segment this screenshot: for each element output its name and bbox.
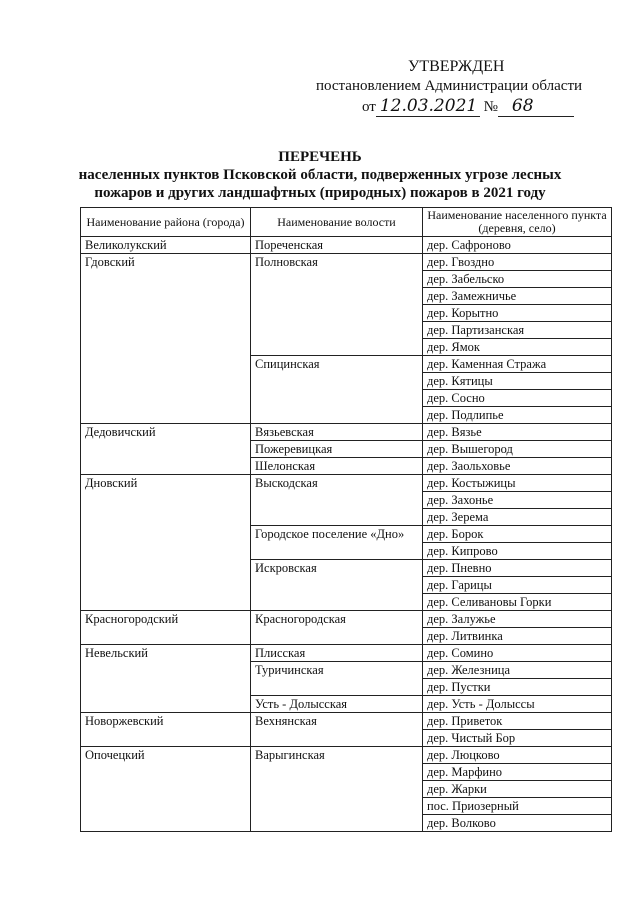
table-row xyxy=(81,407,612,424)
cell-volost: Варыгинская xyxy=(251,747,423,764)
cell-settlement: дер. Марфино xyxy=(423,764,612,781)
cell-settlement: дер. Ямок xyxy=(423,339,612,356)
cell-settlement: дер. Приветок xyxy=(423,713,612,730)
table-row xyxy=(81,390,612,407)
cell-volost xyxy=(251,390,423,407)
cell-district: Гдовский xyxy=(81,254,251,271)
cell-volost: Туричинская xyxy=(251,662,423,679)
cell-volost xyxy=(251,339,423,356)
cell-volost: Искровская xyxy=(251,560,423,577)
approval-date: 12.03.2021 xyxy=(376,96,480,117)
cell-district xyxy=(81,509,251,526)
approval-heading: УТВЕРЖДЕН xyxy=(408,58,505,75)
cell-district xyxy=(81,560,251,577)
table-row xyxy=(81,543,612,560)
table-row xyxy=(81,730,612,747)
cell-volost xyxy=(251,305,423,322)
cell-volost xyxy=(251,509,423,526)
cell-district xyxy=(81,730,251,747)
cell-volost xyxy=(251,628,423,645)
cell-settlement: дер. Пневно xyxy=(423,560,612,577)
cell-volost: Пожеревицкая xyxy=(251,441,423,458)
cell-volost: Вязьевская xyxy=(251,424,423,441)
cell-district xyxy=(81,764,251,781)
cell-volost xyxy=(251,594,423,611)
table-row xyxy=(81,526,612,543)
table-row xyxy=(81,441,612,458)
table-row xyxy=(81,781,612,798)
cell-settlement: дер. Подлипье xyxy=(423,407,612,424)
approval-resolution: постановлением Администрации области xyxy=(316,78,583,94)
cell-settlement: дер. Волково xyxy=(423,815,612,832)
table-row xyxy=(81,560,612,577)
cell-settlement: дер. Селивановы Горки xyxy=(423,594,612,611)
table-row xyxy=(81,339,612,356)
table-row xyxy=(81,679,612,696)
header-volost: Наименование волости xyxy=(251,208,423,237)
cell-settlement: дер. Корытно xyxy=(423,305,612,322)
table-row xyxy=(81,594,612,611)
cell-district: Невельский xyxy=(81,645,251,662)
cell-volost xyxy=(251,288,423,305)
cell-district: Великолукский xyxy=(81,237,251,254)
table-row xyxy=(81,696,612,713)
table-row xyxy=(81,815,612,832)
cell-district: Красногородский xyxy=(81,611,251,628)
cell-district xyxy=(81,458,251,475)
cell-district xyxy=(81,441,251,458)
cell-volost xyxy=(251,373,423,390)
table-row xyxy=(81,254,612,271)
cell-volost xyxy=(251,815,423,832)
cell-settlement: дер. Чистый Бор xyxy=(423,730,612,747)
cell-settlement: пос. Приозерный xyxy=(423,798,612,815)
cell-volost: Красногородская xyxy=(251,611,423,628)
cell-district xyxy=(81,594,251,611)
cell-volost xyxy=(251,730,423,747)
table-row xyxy=(81,628,612,645)
cell-settlement: дер. Забельско xyxy=(423,271,612,288)
cell-district: Опочецкий xyxy=(81,747,251,764)
cell-volost: Пореченская xyxy=(251,237,423,254)
cell-district: Дедовичский xyxy=(81,424,251,441)
cell-settlement: дер. Зерема xyxy=(423,509,612,526)
cell-settlement: дер. Кипрово xyxy=(423,543,612,560)
cell-volost xyxy=(251,492,423,509)
cell-settlement: дер. Пустки xyxy=(423,679,612,696)
cell-settlement: дер. Вышегород xyxy=(423,441,612,458)
cell-volost: Городское поселение «Дно» xyxy=(251,526,423,543)
header-district: Наименование района (города) xyxy=(81,208,251,237)
cell-district: Новоржевский xyxy=(81,713,251,730)
cell-district xyxy=(81,322,251,339)
table-row xyxy=(81,373,612,390)
cell-volost xyxy=(251,798,423,815)
cell-volost: Шелонская xyxy=(251,458,423,475)
cell-settlement: дер. Захонье xyxy=(423,492,612,509)
cell-volost xyxy=(251,679,423,696)
cell-settlement: дер. Сомино xyxy=(423,645,612,662)
cell-district xyxy=(81,662,251,679)
table-header-row xyxy=(81,208,612,237)
cell-district xyxy=(81,339,251,356)
cell-district xyxy=(81,407,251,424)
table-row xyxy=(81,645,612,662)
table-row xyxy=(81,271,612,288)
approval-number: 68 xyxy=(498,96,574,117)
cell-district xyxy=(81,679,251,696)
table-row xyxy=(81,458,612,475)
cell-settlement: дер. Костыжицы xyxy=(423,475,612,492)
cell-settlement: дер. Литвинка xyxy=(423,628,612,645)
settlements-table xyxy=(80,207,612,832)
cell-settlement: дер. Железница xyxy=(423,662,612,679)
cell-settlement: дер. Замежничье xyxy=(423,288,612,305)
document-subtitle-line2: пожаров и других ландшафтных (природных) пожаров в 2021 году xyxy=(94,185,546,201)
cell-volost xyxy=(251,271,423,288)
cell-settlement: дер. Партизанская xyxy=(423,322,612,339)
table-row xyxy=(81,305,612,322)
cell-volost: Усть - Долысская xyxy=(251,696,423,713)
cell-volost: Вехнянская xyxy=(251,713,423,730)
cell-settlement: дер. Заольховье xyxy=(423,458,612,475)
cell-district xyxy=(81,696,251,713)
cell-volost xyxy=(251,577,423,594)
table-row xyxy=(81,322,612,339)
table-row xyxy=(81,424,612,441)
cell-settlement: дер. Залужье xyxy=(423,611,612,628)
table-row xyxy=(81,611,612,628)
cell-volost xyxy=(251,764,423,781)
table-row xyxy=(81,713,612,730)
number-sign: № xyxy=(483,99,498,115)
cell-district xyxy=(81,815,251,832)
table-row xyxy=(81,475,612,492)
cell-volost: Плисская xyxy=(251,645,423,662)
table-row xyxy=(81,288,612,305)
cell-district xyxy=(81,526,251,543)
document-title: ПЕРЕЧЕНЬ xyxy=(278,149,362,165)
cell-district xyxy=(81,373,251,390)
cell-district xyxy=(81,288,251,305)
cell-settlement: дер. Каменная Стража xyxy=(423,356,612,373)
table-row xyxy=(81,662,612,679)
table-row xyxy=(81,356,612,373)
cell-volost: Полновская xyxy=(251,254,423,271)
cell-district xyxy=(81,781,251,798)
cell-district xyxy=(81,798,251,815)
cell-settlement: дер. Кятицы xyxy=(423,373,612,390)
cell-settlement: дер. Борок xyxy=(423,526,612,543)
table-row xyxy=(81,509,612,526)
cell-volost: Выскодская xyxy=(251,475,423,492)
cell-settlement: дер. Гарицы xyxy=(423,577,612,594)
cell-volost xyxy=(251,407,423,424)
date-prefix: от xyxy=(362,99,376,115)
cell-settlement: дер. Сафроново xyxy=(423,237,612,254)
cell-district xyxy=(81,628,251,645)
cell-settlement: дер. Сосно xyxy=(423,390,612,407)
table-row xyxy=(81,577,612,594)
cell-district xyxy=(81,577,251,594)
cell-volost xyxy=(251,543,423,560)
header-settlement: Наименование населенного пункта (деревня, село) xyxy=(423,208,612,237)
cell-settlement: дер. Гвоздно xyxy=(423,254,612,271)
cell-district xyxy=(81,356,251,373)
cell-district xyxy=(81,305,251,322)
document-subtitle-line1: населенных пунктов Псковской области, подверженных угрозе лесных xyxy=(78,167,562,183)
table-row xyxy=(81,492,612,509)
cell-settlement: дер. Жарки xyxy=(423,781,612,798)
cell-settlement: дер. Люцково xyxy=(423,747,612,764)
cell-volost xyxy=(251,781,423,798)
cell-district: Дновский xyxy=(81,475,251,492)
cell-volost xyxy=(251,322,423,339)
table-row xyxy=(81,237,612,254)
cell-district xyxy=(81,543,251,560)
cell-settlement: дер. Вязье xyxy=(423,424,612,441)
cell-district xyxy=(81,271,251,288)
table-row xyxy=(81,764,612,781)
cell-settlement: дер. Усть - Долыссы xyxy=(423,696,612,713)
approval-date-line xyxy=(362,96,574,117)
cell-district xyxy=(81,390,251,407)
table-row xyxy=(81,798,612,815)
cell-district xyxy=(81,492,251,509)
table-row xyxy=(81,747,612,764)
cell-volost: Спицинская xyxy=(251,356,423,373)
